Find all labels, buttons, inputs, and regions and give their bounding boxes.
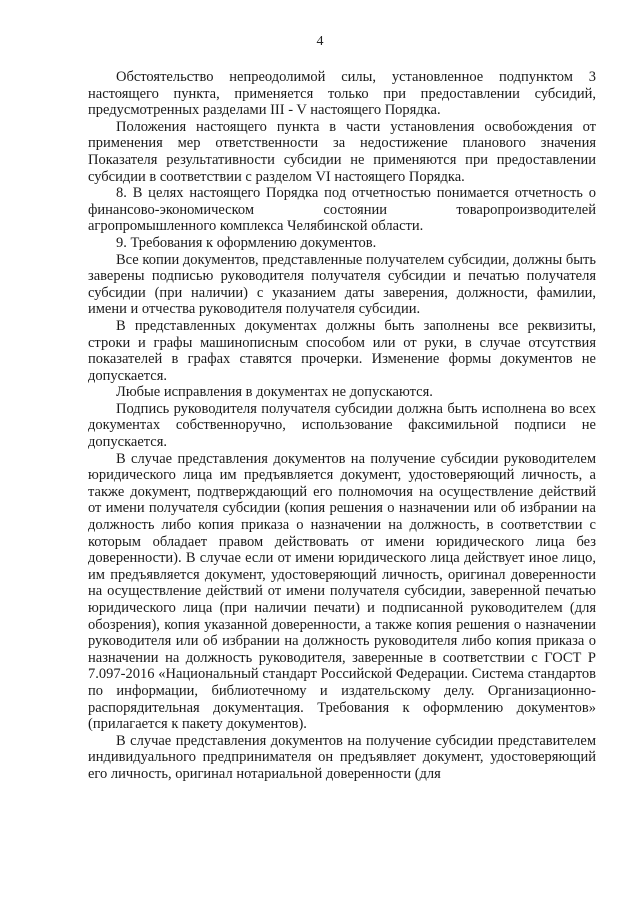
paragraph-legal-entity-submission: В случае представления документов на получение субсидии руководителем юридического лица им предъявляется документ, удостоверяющий личность, а также документ, подтверждающий его полномочия на осуществление действий от имени получателя субсидии (копия решения о назначении или об избрании на должность либо копия приказа о назначении на должность, в соответствии с которым обладает правом действовать от имени юридического лица без доверенности). В случае если от имени юридического лица действует иное лицо, им предъявляется документ, удостоверяющий личность, оригинал доверенности на осуществление действий от имени получателя субсидии, заверенной печатью юридического лица (при наличии печати) и подписанной руководителем (для обозрения), копия указанной доверенности, а также копия решения о назначении руководителя или об избрании на должность руководителя либо копия приказа о назначении на должность руководителя, заверенные в соответствии с ГОСТ Р 7.097-2016 «Национальный стандарт Российской Федерации. Система стандартов по информации, библиотечному и издательскому делу. Организационно-распорядительная документация. Требования к оформлению документов» (прилагается к пакету документов). [88, 450, 596, 733]
paragraph-entrepreneur-representative: В случае представления документов на получение субсидии представителем индивидуального предпринимателя он предъявляет документ, удостоверяющий его личность, оригинал нотариальной доверенности (для [88, 732, 596, 782]
document-body [88, 69, 596, 783]
paragraph-signature: Подпись руководителя получателя субсидии должна быть исполнена во всех документах собственноручно, использование факсимильной подписи не допускается. [88, 400, 596, 451]
paragraph-item-9-heading: 9. Требования к оформлению документов. [116, 234, 377, 251]
paragraph-fields-completion: В представленных документах должны быть заполнены все реквизиты, строки и графы машинописным способом или от руки, в случае отсутствия показателей в графах ставятся прочерки. Изменение формы документов не допускается. [88, 317, 596, 384]
paragraph-force-majeure: Обстоятельство непреодолимой силы, установленное подпунктом 3 настоящего пункта, применяется только при предоставлении субсидий, предусмотренных разделами III - V настоящего Порядка. [88, 69, 596, 119]
page-number: 4 [316, 34, 324, 49]
paragraph-no-corrections: Любые исправления в документах не допускаются. [116, 384, 433, 401]
paragraph-copies-certification: Все копии документов, представленные получателем субсидии, должны быть заверены подписью руководителя получателя субсидии и печатью получателя субсидии (при наличии) с указанием даты заверения, должности, фамилии, имени и отчества руководителя получателя субсидии. [88, 251, 596, 318]
paragraph-item-8-reporting: 8. В целях настоящего Порядка под отчетностью понимается отчетность о финансово-экономическом состоянии товаропроизводителей агропромышленного комплекса Челябинской области. [88, 185, 596, 235]
paragraph-liability-exemption: Положения настоящего пункта в части установления освобождения от применения мер ответственности за недостижение планового значения Показателя результативности субсидии не применяются при предоставлении субсидии в соответствии с разделом VI настоящего Порядка. [88, 118, 596, 185]
